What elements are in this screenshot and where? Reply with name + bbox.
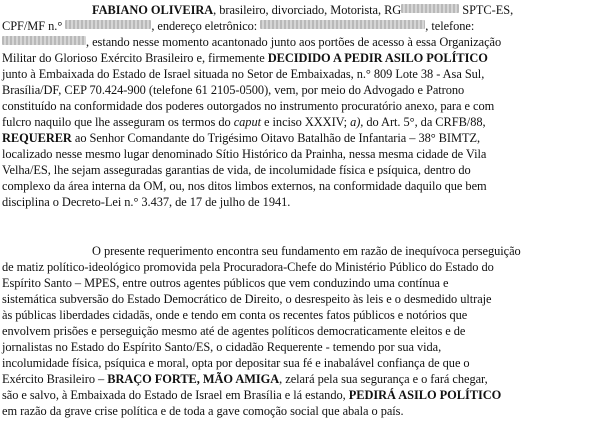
asylum-decision: DECIDIDO A PEDIR ASILO POLÍTICO <box>267 51 488 65</box>
redacted-phone <box>2 36 86 45</box>
p1-line-10: localizado nesse mesmo lugar denominado Sítio Histórico da Prainha, nessa mesma cidade de Vila <box>2 147 487 161</box>
p2-line-11: em razão da grave crise política e de toda a gave comoção social que abala o país. <box>2 404 404 418</box>
p1-line-2: CPF/MF n.° , endereço eletrônico: , telefone: <box>2 19 475 33</box>
p1-line-8: fulcro naquilo que lhe asseguram os termos do caput e inciso XXXIV; a), do Art. 5°, da CRFB/88, <box>2 115 486 129</box>
redacted-cpf <box>65 20 151 29</box>
p2-line-1: O presente requerimento encontra seu fundamento em razão de inequívoca perseguição <box>92 244 521 258</box>
p1-line-7: constituído na conformidade dos poderes outorgados no instrumento procuratório anexo, para e com <box>2 99 495 113</box>
p2-line-10: são e salvo, à Embaixada do Estado de Israel em Brasília e lá estando, PEDIRÁ ASILO POLÍTICO <box>2 388 502 402</box>
p1-line-6: Brasília/DF, CEP 70.424-900 (telefone 61 2105-0500), vem, por meio do Advogado e Patrono <box>2 83 465 97</box>
p1-line-13: disciplina o Decreto-Lei n.° 3.437, de 17 de julho de 1941. <box>2 195 291 209</box>
p2-line-7: jornalistas no Estado do Espírito Santo/ES, o cidadão Requerente - temendo por sua vida, <box>2 340 442 354</box>
p1-line-5: junto à Embaixada do Estado de Israel situada no Setor de Embaixadas, n.° 809 Lote 38 - Asa Sul, <box>2 67 485 81</box>
p2-line-9: Exército Brasileiro – BRAÇO FORTE, MÃO AMIGA, zelará pela sua segurança e o fará chegar, <box>2 372 488 386</box>
p2-line-2: de matiz político-ideológico promovida pela Procuradora-Chefe do Ministério Público do Estado do <box>2 260 494 274</box>
asylum-request: PEDIRÁ ASILO POLÍTICO <box>348 388 502 402</box>
army-motto: BRAÇO FORTE, MÃO AMIGA <box>107 372 280 386</box>
redacted-email <box>260 20 425 29</box>
requester-name: FABIANO OLIVEIRA <box>92 3 214 17</box>
p1-line-1: FABIANO OLIVEIRA, brasileiro, divorciado, Motorista, RG SPTC-ES, <box>92 3 514 17</box>
p2-line-5: às públicas liberdades cidadãs, onde e tendo em conta os recentes fatos públicos e notórios que <box>2 308 468 322</box>
p2-line-3: Espírito Santo – MPES, entre outros agentes públicos que vem conduzindo uma contínua e <box>2 276 449 290</box>
p1-line-12: complexo da área interna da OM, ou, nos ditos limbos externos, na conformidade daquilo que bem <box>2 179 487 193</box>
p1-line-4: Militar do Glorioso Exército Brasileiro e, firmemente DECIDIDO A PEDIR ASILO POLÍTICO <box>2 51 488 65</box>
p1-line-11: Velha/ES, lhe sejam asseguradas garantias de vida, de incolumidade física e psíquica, dentro do <box>2 163 471 177</box>
p1-line-3: , estando nesse momento acantonado junto aos portões de acesso à essa Organização <box>2 35 501 50</box>
request-keyword: REQUERER <box>2 131 72 145</box>
p1-line-9: REQUERER ao Senhor Comandante do Trigésimo Oitavo Batalhão de Infantaria – 38° BIMTZ, <box>2 131 481 145</box>
redacted-rg <box>401 4 459 13</box>
p2-line-8: incolumidade física, psíquica e moral, opta por depositar sua fé e inabalável confiança de que o <box>2 356 470 370</box>
p2-line-6: envolvem prisões e perseguição mesmo até de agentes políticos democraticamente eleitos e de <box>2 324 466 338</box>
p2-line-4: sistemática subversão do Estado Democrático de Direito, o desrespeito às leis e o desmedido ultraje <box>2 292 492 306</box>
